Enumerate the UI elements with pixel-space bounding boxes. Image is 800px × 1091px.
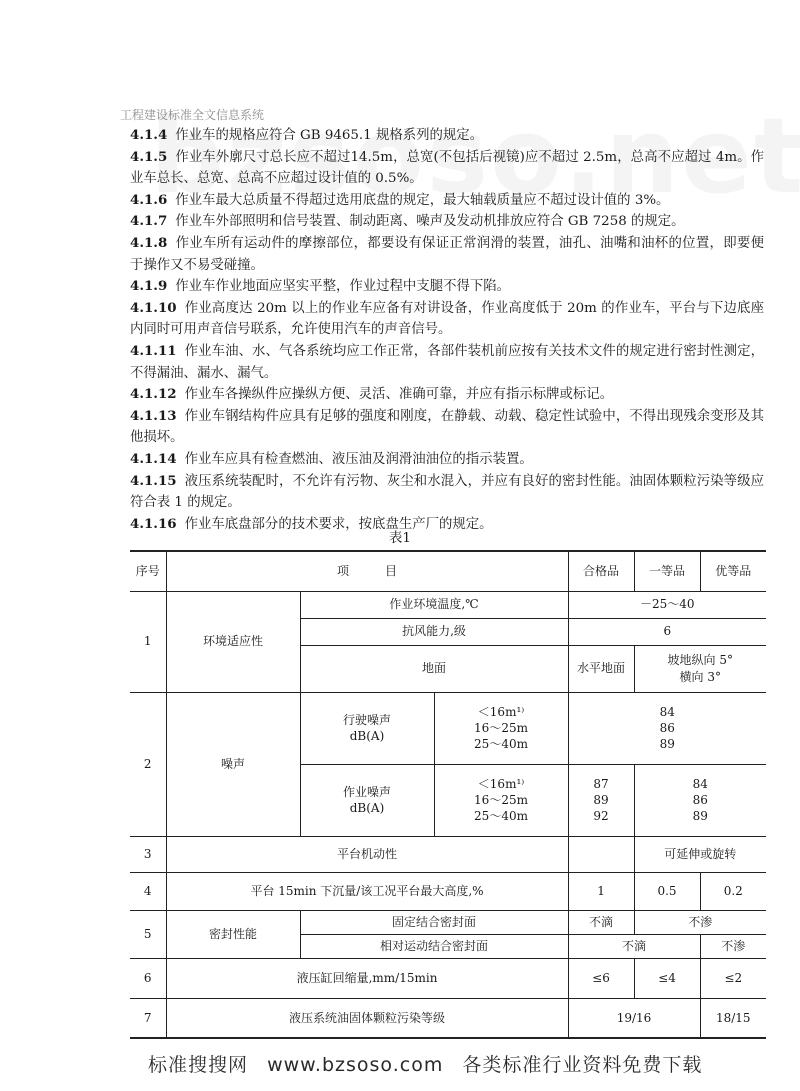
moving-seal-label: 相对运动结合密封面	[300, 934, 568, 958]
clause-4-1-4	[130, 125, 764, 147]
clause-text: 液压系统装配时，不允许有污物、灰尘和水混入，并应有良好的密封性能。油固体颗粒污染等级应符合表 1 的规定。	[130, 473, 764, 511]
value-cell: 89	[692, 809, 708, 824]
wind-value: 6	[568, 618, 766, 645]
platform-mobility-qualified	[568, 836, 634, 872]
work-noise-ranges	[434, 764, 568, 836]
clause-4-1-12	[130, 384, 764, 406]
fixed-seal-label: 固定结合密封面	[300, 910, 568, 934]
table-row	[130, 998, 766, 1038]
clause-text: 作业车应具有检查燃油、液压油及润滑油油位的指示装置。	[184, 451, 533, 467]
platform-sink-qualified: 1	[568, 872, 634, 910]
contamination-qualified-first: 19/16	[568, 998, 700, 1038]
requirements-table	[130, 550, 766, 1039]
clause-text: 作业高度达 20m 以上的作业车应备有对讲设备，作业高度低于 20m 的作业车，平台与下边底座内同时可用声音信号联系，允许使用汽车的声音信号。	[130, 300, 764, 338]
clause-text: 作业车最大总质量不得超过选用底盘的规定，最大轴载质量应不超过设计值的 3%。	[175, 192, 670, 208]
fixed-seal-qualified: 不滴	[568, 910, 634, 934]
cylinder-retraction-label: 液压缸回缩量,mm/15min	[166, 958, 568, 998]
range-cell: 16～25m	[474, 720, 528, 735]
clause-4-1-11	[130, 341, 764, 384]
temperature-label: 作业环境温度,℃	[300, 591, 568, 618]
table-row	[130, 591, 766, 618]
system-header: 工程建设标准全文信息系统	[120, 108, 265, 122]
row-group-label: 密封性能	[166, 910, 300, 958]
header-item: 项 目	[166, 551, 568, 591]
row-number: 2	[130, 692, 166, 836]
work-noise-first-premium	[634, 764, 766, 836]
table-row	[130, 836, 766, 872]
contamination-label: 液压系统油固体颗粒污染等级	[166, 998, 568, 1038]
range-cell: 25～40m	[474, 737, 528, 752]
platform-mobility-label: 平台机动性	[166, 836, 568, 872]
clause-4-1-8	[130, 233, 764, 276]
clause-text: 作业车油、水、气各系统均应工作正常，各部件装机前应按有关技术文件的规定进行密封性测定，不得漏油、漏水、漏气。	[130, 343, 764, 381]
clause-4-1-7	[130, 211, 764, 233]
ground-label: 地面	[300, 645, 568, 692]
clause-text: 作业车外部照明和信号装置、制动距离、噪声及发动机排放应符合 GB 7258 的规定。	[175, 214, 685, 230]
value-cell: 92	[593, 809, 609, 824]
clause-4-1-6	[130, 190, 764, 212]
platform-sink-first: 0.5	[634, 872, 700, 910]
temperature-value: －25～40	[568, 591, 766, 618]
table-row	[130, 872, 766, 910]
wind-label: 抗风能力,级	[300, 618, 568, 645]
footer-site-name: 标准搜搜网	[148, 1054, 249, 1076]
row-number: 5	[130, 910, 166, 958]
row-number: 1	[130, 591, 166, 692]
clause-text: 作业车作业地面应坚实平整，作业过程中支腿不得下陷。	[175, 279, 511, 295]
clause-text: 作业车的规格应符合 GB 9465.1 规格系列的规定。	[175, 128, 484, 143]
footer-slogan: 各类标准行业资料免费下载	[462, 1054, 703, 1076]
clause-text: 作业车各操纵件应操纵方便、灵活、准确可靠，并应有指示标牌或标记。	[184, 387, 614, 403]
value-cell: 89	[659, 737, 675, 752]
clause-list	[130, 125, 764, 535]
row-group-label: 噪声	[166, 692, 300, 836]
row-number: 3	[130, 836, 166, 872]
clause-number: 4.1.5	[130, 148, 168, 165]
clause-number: 4.1.13	[130, 407, 177, 424]
table-caption: 表1	[389, 531, 411, 546]
clause-4-1-15	[130, 471, 764, 514]
drive-noise-values	[568, 692, 766, 764]
clause-4-1-10	[130, 298, 764, 341]
range-cell: 25～40m	[474, 809, 528, 824]
clause-number: 4.1.11	[130, 342, 177, 359]
clause-number: 4.1.14	[130, 450, 177, 467]
value-cell: 84	[659, 704, 675, 719]
row-group-label: 环境适应性	[166, 591, 300, 692]
clause-number: 4.1.8	[130, 234, 168, 251]
ground-qualified: 水平地面	[568, 645, 634, 692]
table-row	[130, 958, 766, 998]
fixed-seal-first-premium: 不渗	[634, 910, 766, 934]
table-row	[130, 692, 766, 764]
drive-noise-ranges	[434, 692, 568, 764]
range-cell: ＜16m¹⁾	[477, 776, 525, 791]
clause-4-1-14	[130, 449, 764, 471]
header-grade-first: 一等品	[634, 551, 700, 591]
ground-slope-longitudinal: 坡地纵向 5°	[667, 653, 733, 668]
drive-noise-unit: dB(A)	[349, 729, 385, 743]
cylinder-retraction-first: ≤4	[634, 958, 700, 998]
value-cell: 86	[692, 792, 708, 807]
range-cell: 16～25m	[474, 792, 528, 807]
row-number: 6	[130, 958, 166, 998]
range-cell: ＜16m¹⁾	[477, 704, 525, 719]
platform-sink-label: 平台 15min 下沉量/该工况平台最大高度,%	[166, 872, 568, 910]
table-header-row	[130, 551, 766, 591]
work-noise-title: 作业噪声	[342, 784, 391, 799]
clause-text: 作业车底盘部分的技术要求，按底盘生产厂的规定。	[184, 516, 493, 532]
clause-number: 4.1.16	[130, 515, 177, 532]
contamination-premium: 18/15	[700, 998, 766, 1038]
footer-url[interactable]: www.bzsoso.com	[267, 1054, 444, 1076]
moving-seal-premium: 不渗	[700, 934, 766, 958]
cylinder-retraction-premium: ≤2	[700, 958, 766, 998]
clause-text: 作业车所有运动件的摩擦部位，都要设有保证正常润滑的装置，油孔、油嘴和油杯的位置，即要便于操作又不易受碰撞。	[130, 235, 764, 273]
work-noise-label	[300, 764, 434, 836]
header-grade-premium: 优等品	[700, 551, 766, 591]
value-cell: 84	[692, 776, 708, 791]
moving-seal-qualified-first: 不滴	[568, 934, 700, 958]
clause-number: 4.1.10	[130, 299, 177, 316]
value-cell: 89	[593, 792, 609, 807]
clause-4-1-13	[130, 406, 764, 449]
clause-number: 4.1.12	[130, 386, 177, 403]
clause-number: 4.1.7	[130, 213, 168, 230]
row-number: 7	[130, 998, 166, 1038]
row-number: 4	[130, 872, 166, 910]
drive-noise-label	[300, 692, 434, 764]
ground-slope-lateral: 横向 3°	[679, 669, 721, 684]
table-row	[130, 910, 766, 934]
value-cell: 86	[659, 720, 675, 735]
clause-number: 4.1.4	[130, 127, 168, 143]
clause-text: 作业车钢结构件应具有足够的强度和刚度，在静载、动载、稳定性试验中，不得出现残余变形及其他损坏。	[130, 408, 764, 446]
cylinder-retraction-qualified: ≤6	[568, 958, 634, 998]
drive-noise-title: 行驶噪声	[342, 712, 391, 727]
work-noise-unit: dB(A)	[349, 801, 385, 815]
platform-sink-premium: 0.2	[700, 872, 766, 910]
clause-number: 4.1.9	[130, 278, 168, 295]
header-no: 序号	[130, 551, 166, 591]
clause-4-1-9	[130, 276, 764, 298]
clause-number: 4.1.15	[130, 472, 177, 489]
ground-first-premium	[634, 645, 766, 692]
clause-4-1-5	[130, 147, 764, 190]
work-noise-qualified	[568, 764, 634, 836]
clause-text: 作业车外廓尺寸总长应不超过14.5m，总宽(不包括后视镜)应不超过 2.5m，总高不应超过 4m。作业车总长、总宽、总高不应超过设计值的 0.5%。	[130, 149, 764, 187]
site-footer	[148, 1050, 702, 1077]
platform-mobility-value: 可延伸或旋转	[634, 836, 766, 872]
value-cell: 87	[593, 776, 609, 791]
header-grade-qualified: 合格品	[568, 551, 634, 591]
clause-number: 4.1.6	[130, 191, 168, 208]
